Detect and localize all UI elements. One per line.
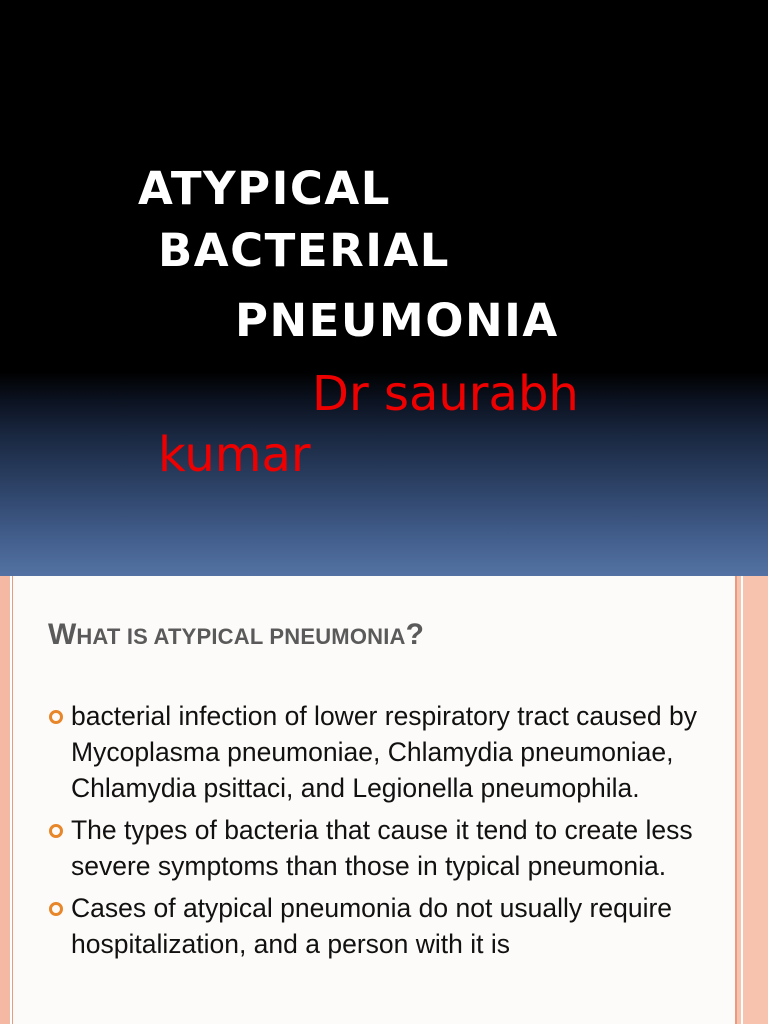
circle-bullet-icon (49, 902, 63, 916)
bullet-text: The types of bacteria that cause it tend to create less severe symptoms than those in typical pneumonia. (71, 815, 693, 881)
bullet-text: bacterial infection of lower respiratory tract caused by Mycoplasma pneumoniae, Chlamydia pneumoniae, Chlamydia psittaci, and Legionella pneumophila. (71, 701, 697, 803)
list-item (48, 698, 728, 806)
title-line-3: PNEUMONIA (235, 294, 559, 347)
heading-rest: HAT IS ATYPICAL PNEUMONIA (76, 624, 406, 649)
author-line-2: kumar (158, 427, 311, 483)
slide-frame-right-stripe (741, 576, 743, 1024)
title-line-2: BACTERIAL (158, 224, 450, 277)
slide-heading (48, 620, 424, 650)
circle-bullet-icon (49, 710, 63, 724)
title-line-1: ATYPICAL (138, 162, 391, 215)
circle-bullet-icon (49, 824, 63, 838)
heading-question-mark: ? (405, 618, 424, 651)
heading-initial: W (48, 618, 77, 651)
bullet-text: Cases of atypical pneumonia do not usually require hospitalization, and a person with it is (71, 893, 673, 959)
slide-frame-left (0, 576, 10, 1024)
list-item (48, 812, 728, 884)
author-line-1: Dr saurabh (312, 366, 579, 422)
content-slide (0, 576, 768, 1024)
bullet-list (48, 698, 728, 968)
list-item (48, 890, 728, 962)
